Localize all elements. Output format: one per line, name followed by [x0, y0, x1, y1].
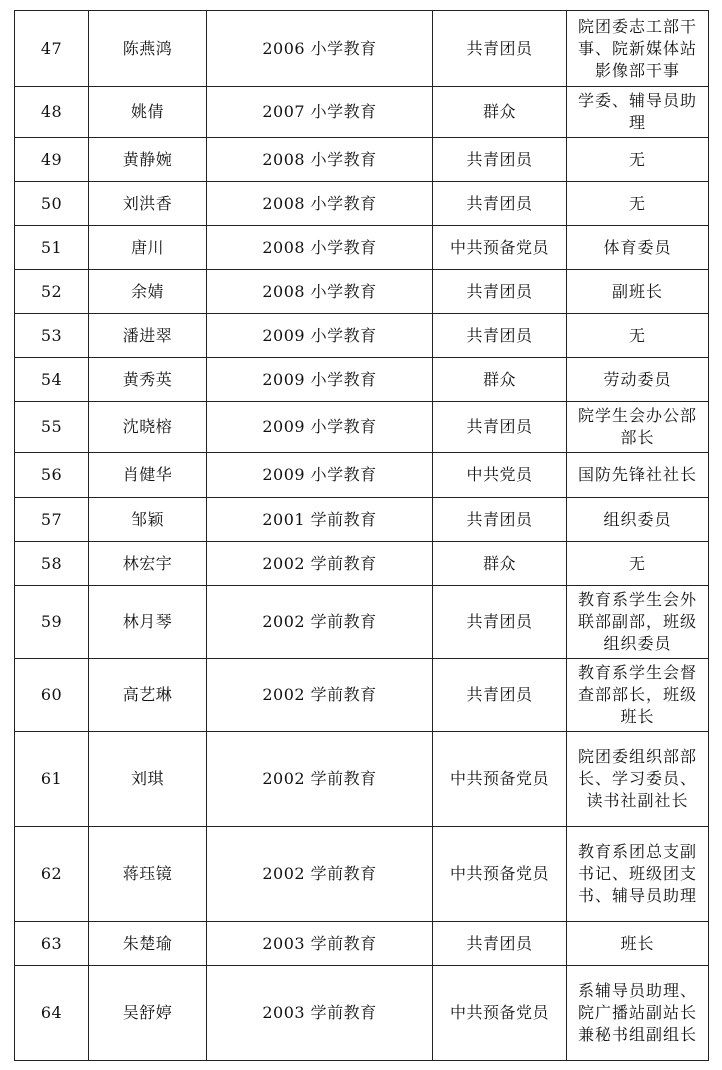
member-class: 2007 小学教育	[207, 87, 433, 138]
member-duty: 系辅导员助理、院广播站副站长兼秘书组副组长	[567, 966, 709, 1061]
political-status: 共青团员	[433, 182, 567, 226]
member-class: 2008 小学教育	[207, 270, 433, 314]
member-name: 肖健华	[89, 453, 207, 498]
political-status: 共青团员	[433, 138, 567, 182]
member-name: 陈燕鸿	[89, 11, 207, 87]
table-row	[15, 453, 709, 498]
member-duty: 体育委员	[567, 226, 709, 270]
table-row	[15, 922, 709, 966]
row-number: 50	[15, 182, 89, 226]
member-name: 刘洪香	[89, 182, 207, 226]
row-number: 60	[15, 659, 89, 732]
table-row	[15, 402, 709, 453]
member-class: 2008 小学教育	[207, 138, 433, 182]
row-number: 52	[15, 270, 89, 314]
member-name: 余婧	[89, 270, 207, 314]
member-duty: 无	[567, 314, 709, 358]
member-name: 潘进翠	[89, 314, 207, 358]
political-status: 中共预备党员	[433, 827, 567, 922]
political-status: 中共党员	[433, 453, 567, 498]
member-name: 唐川	[89, 226, 207, 270]
political-status: 中共预备党员	[433, 226, 567, 270]
row-number: 62	[15, 827, 89, 922]
table-row	[15, 182, 709, 226]
political-status: 共青团员	[433, 270, 567, 314]
member-class: 2009 小学教育	[207, 314, 433, 358]
table-row	[15, 586, 709, 659]
member-class: 2009 小学教育	[207, 358, 433, 402]
table-row	[15, 966, 709, 1061]
member-duty: 国防先锋社社长	[567, 453, 709, 498]
political-status: 中共预备党员	[433, 732, 567, 827]
row-number: 53	[15, 314, 89, 358]
member-class: 2002 学前教育	[207, 732, 433, 827]
member-duty: 院学生会办公部部长	[567, 402, 709, 453]
table-row	[15, 11, 709, 87]
member-duty: 无	[567, 542, 709, 586]
member-table-page	[14, 10, 709, 1061]
table-row	[15, 732, 709, 827]
table-row	[15, 827, 709, 922]
table-row	[15, 87, 709, 138]
political-status: 群众	[433, 87, 567, 138]
row-number: 47	[15, 11, 89, 87]
member-duty: 副班长	[567, 270, 709, 314]
member-class: 2001 学前教育	[207, 498, 433, 542]
political-status: 共青团员	[433, 922, 567, 966]
member-name: 林月琴	[89, 586, 207, 659]
row-number: 56	[15, 453, 89, 498]
member-class: 2008 小学教育	[207, 182, 433, 226]
row-number: 63	[15, 922, 89, 966]
member-class: 2006 小学教育	[207, 11, 433, 87]
row-number: 48	[15, 87, 89, 138]
member-table	[14, 10, 709, 1061]
table-row	[15, 226, 709, 270]
political-status: 共青团员	[433, 659, 567, 732]
member-duty: 院团委组织部部长、学习委员、读书社副社长	[567, 732, 709, 827]
political-status: 群众	[433, 542, 567, 586]
member-class: 2009 小学教育	[207, 402, 433, 453]
row-number: 64	[15, 966, 89, 1061]
table-row	[15, 498, 709, 542]
member-name: 蒋珏镜	[89, 827, 207, 922]
member-duty: 无	[567, 138, 709, 182]
member-duty: 教育系学生会外联部副部，班级组织委员	[567, 586, 709, 659]
member-class: 2008 小学教育	[207, 226, 433, 270]
member-class: 2002 学前教育	[207, 542, 433, 586]
member-duty: 学委、辅导员助理	[567, 87, 709, 138]
member-name: 吴舒婷	[89, 966, 207, 1061]
political-status: 共青团员	[433, 402, 567, 453]
row-number: 61	[15, 732, 89, 827]
member-duty: 班长	[567, 922, 709, 966]
member-duty: 教育系学生会督查部部长，班级班长	[567, 659, 709, 732]
political-status: 共青团员	[433, 498, 567, 542]
member-name: 沈晓榕	[89, 402, 207, 453]
member-name: 朱楚瑜	[89, 922, 207, 966]
table-row	[15, 270, 709, 314]
member-class: 2009 小学教育	[207, 453, 433, 498]
member-class: 2002 学前教育	[207, 827, 433, 922]
member-name: 刘琪	[89, 732, 207, 827]
row-number: 57	[15, 498, 89, 542]
member-name: 邹颖	[89, 498, 207, 542]
member-duty: 组织委员	[567, 498, 709, 542]
political-status: 共青团员	[433, 11, 567, 87]
member-duty: 院团委志工部干事、院新媒体站影像部干事	[567, 11, 709, 87]
member-class: 2003 学前教育	[207, 922, 433, 966]
member-duty: 教育系团总支副书记、班级团支书、辅导员助理	[567, 827, 709, 922]
member-name: 高艺琳	[89, 659, 207, 732]
member-name: 黄静婉	[89, 138, 207, 182]
table-row	[15, 358, 709, 402]
table-row	[15, 659, 709, 732]
row-number: 58	[15, 542, 89, 586]
row-number: 51	[15, 226, 89, 270]
member-table-body	[15, 11, 709, 1061]
political-status: 群众	[433, 358, 567, 402]
political-status: 共青团员	[433, 586, 567, 659]
political-status: 中共预备党员	[433, 966, 567, 1061]
member-name: 姚倩	[89, 87, 207, 138]
row-number: 59	[15, 586, 89, 659]
member-duty: 无	[567, 182, 709, 226]
member-class: 2003 学前教育	[207, 966, 433, 1061]
member-name: 黄秀英	[89, 358, 207, 402]
row-number: 54	[15, 358, 89, 402]
member-name: 林宏宇	[89, 542, 207, 586]
table-row	[15, 138, 709, 182]
political-status: 共青团员	[433, 314, 567, 358]
member-class: 2002 学前教育	[207, 659, 433, 732]
table-row	[15, 314, 709, 358]
member-duty: 劳动委员	[567, 358, 709, 402]
row-number: 49	[15, 138, 89, 182]
row-number: 55	[15, 402, 89, 453]
member-class: 2002 学前教育	[207, 586, 433, 659]
table-row	[15, 542, 709, 586]
